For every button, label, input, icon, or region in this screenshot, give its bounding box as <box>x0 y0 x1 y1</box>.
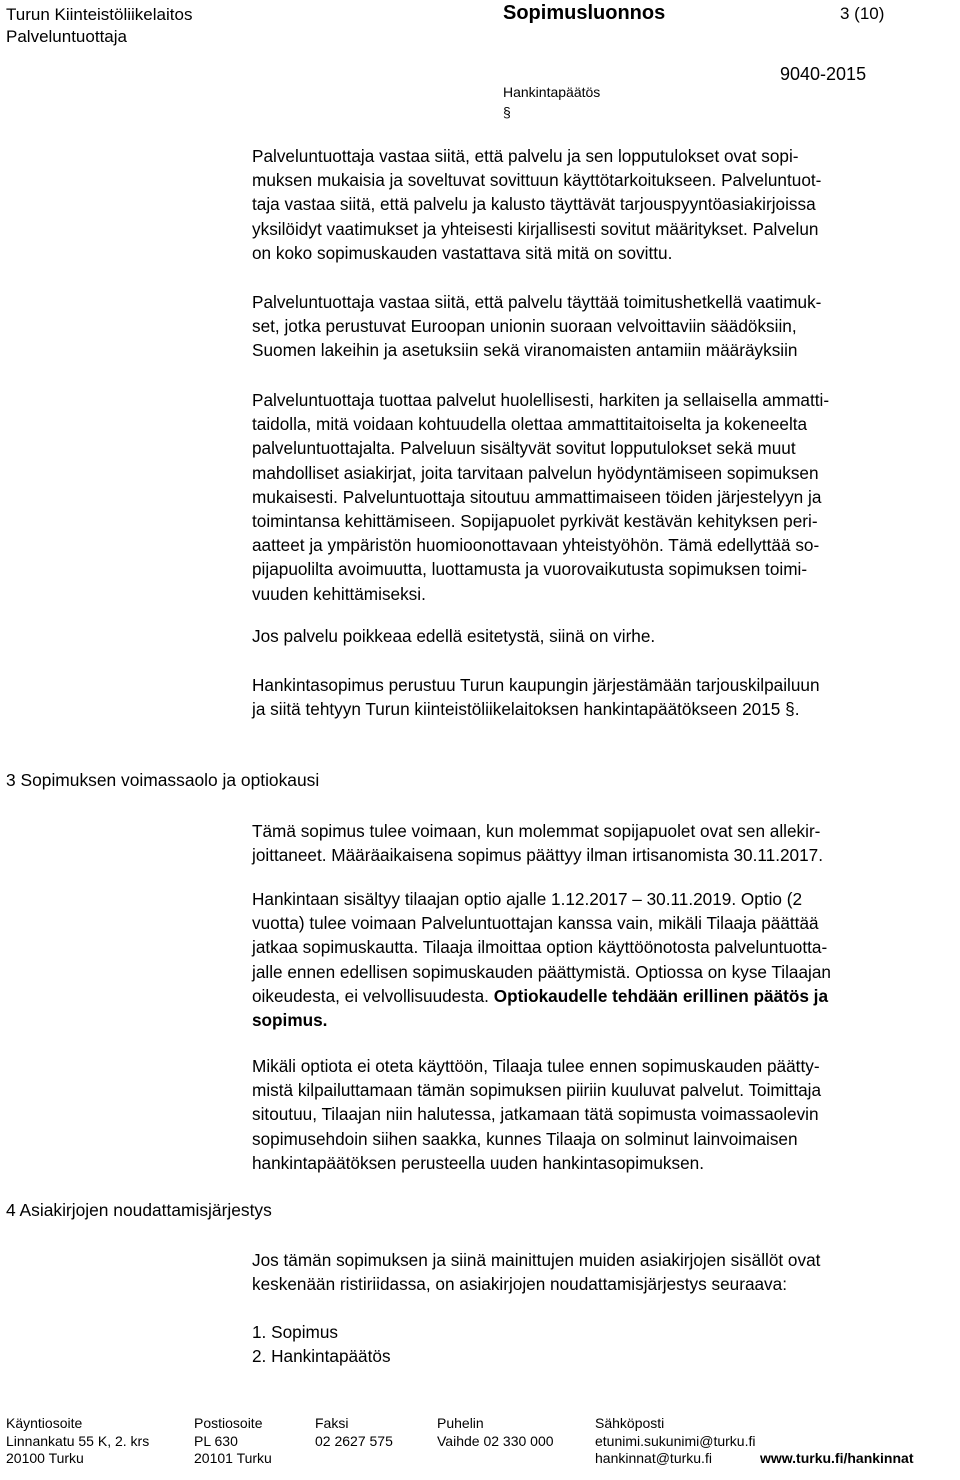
section-4-precedence: Jos tämän sopimuksen ja siinä mainittujen muiden asiakirjojen sisällöt ovat keskenään ristiriidassa, on asiakirjojen noudattamisjärjestys seuraava: <box>252 1250 821 1295</box>
org-name: Turun Kiinteistöliikelaitos <box>6 5 193 24</box>
section-3-validity: Tämä sopimus tulee voimaan, kun molemmat sopijapuolet ovat sen allekir- joittaneet. Määräaikaisena sopimus päättyy ilman irtisanomista 30.11.2017. <box>252 821 823 866</box>
decision-number: 9040-2015 <box>780 64 867 84</box>
decision-label: Hankintapäätös <box>503 84 601 100</box>
paragraph-quality: Palveluntuottaja vastaa siitä, että palvelu ja sen lopputulokset ovat sopi- muksen mukaisia ja soveltuvat sovittuun käyttötarkoitukseen. Palveluntuot- taja vastaa siitä, että palvelu ja kalusto täyttävät tarjouspyyntöasiakirjoissa yksilöidyt vaatimukset ja yhteisesti kirjallisesti sovitut määritykset. Palvelun on koko sopimuskauden vastattava sitä mitä on sovittu. <box>252 146 822 263</box>
page-number: 3 (10) <box>840 4 885 23</box>
section-3-no-option: Mikäli optiota ei oteta käyttöön, Tilaaja tulee ennen sopimuskauden päätty- mistä kilpailuttamaan tämän sopimuksen piiriin kuuluvat palvelut. Toimittaja sitoutuu, Tilaajan niin halutessa, jatkamaan tätä sopimusta voimassaolevin sopimusehdoin siihen saakka, kunnes Tilaaja on solminut lainvoimaisen hankintapäätöksen perusteella uuden hankintasopimuksen. <box>252 1056 822 1173</box>
footer-fax: Faksi 02 2627 575 <box>315 1415 393 1449</box>
list-item: 2. Hankintapäätös <box>252 1346 391 1367</box>
section-3-heading: 3 Sopimuksen voimassaolo ja optiokausi <box>6 770 320 790</box>
paragraph-basis: Hankintasopimus perustuu Turun kaupungin järjestämään tarjouskilpailuun ja siitä tehtyyn Turun kiinteistöliikelaitoksen hankintapäätökseen 2015 §. <box>252 675 820 720</box>
list-item: 1. Sopimus <box>252 1322 338 1342</box>
footer-phone: Puhelin Vaihde 02 330 000 <box>437 1415 554 1449</box>
footer-visit-address: Käyntiosoite Linnankatu 55 K, 2. krs 20100 Turku <box>6 1415 150 1466</box>
email-link[interactable]: hankinnat@turku.fi <box>595 1450 712 1466</box>
document-title: Sopimusluonnos <box>503 2 666 24</box>
footer-postal-address: Postiosoite PL 630 20101 Turku <box>194 1415 272 1466</box>
footer-website-link[interactable]: www.turku.fi/hankinnat <box>760 1450 914 1466</box>
header-organization <box>6 4 192 48</box>
paragraph-compliance: Palveluntuottaja vastaa siitä, että palvelu täyttää toimitushetkellä vaatimuk- set, jotka perustuvat Euroopan unionin suoraan velvoittaviin säädöksiin, Suomen lakeihin ja asetuksiin sekä viranomaisten antamiin määräyksiin <box>252 292 822 361</box>
document-order-list <box>252 1320 952 1368</box>
section-symbol: § <box>503 104 511 120</box>
org-role: Palveluntuottaja <box>6 27 127 46</box>
section-3-option: Hankintaan sisältyy tilaajan optio ajalle 1.12.2017 – 30.11.2019. Optio (2 vuotta) tulee voimaan Palveluntuottajan kanssa vain, mikäli Tilaaja päättää jatkaa sopimuskautta. Tilaaja ilmoittaa option käyttöönotosta palveluntuotta- jalle ennen edellisen sopimuskauden päättymistä. Optiossa on kyse Tilaajan oikeudesta, ei velvollisuudesta. Optiokaudelle tehdään erillinen päätös ja sopimus. <box>252 889 831 1031</box>
option-bold-note: Optiokaudelle tehdään erillinen päätös ja <box>493 985 829 1006</box>
section-4-heading: 4 Asiakirjojen noudattamisjärjestys <box>6 1200 272 1220</box>
footer-email: Sähköposti etunimi.sukunimi@turku.fi hankinnat@turku.fi <box>595 1415 756 1466</box>
email-link[interactable]: etunimi.sukunimi@turku.fi <box>595 1432 756 1449</box>
paragraph-defect: Jos palvelu poikkeaa edellä esitetystä, siinä on virhe. <box>252 626 656 646</box>
paragraph-diligence: Palveluntuottaja tuottaa palvelut huolellisesti, harkiten ja sellaisella ammatti- taidolla, mitä voidaan kohtuudella olettaa ammattitaitoiselta ja kokeneelta palveluntuottajalta. Palveluun sisältyvät sovitut lopputulokset sekä muut mahdolliset asiakirjat, joita tarvitaan palvelun hyödyntämiseen sopimuksen mukaisesti. Palveluntuottaja sitoutuu ammattimaiseen töiden järjestelyyn ja toimintansa kehittämiseen. Sopijapuolet pyrkivät kestävän kehityksen peri- aatteet ja ympäristön huomioonottavaan yhteistyöhön. Tämä edellyttää so- pijapuolilta avoimuutta, luottamusta ja vuorovaikutusta sopimuksen toimi- vuuden kehittämiseksi. <box>252 390 830 604</box>
